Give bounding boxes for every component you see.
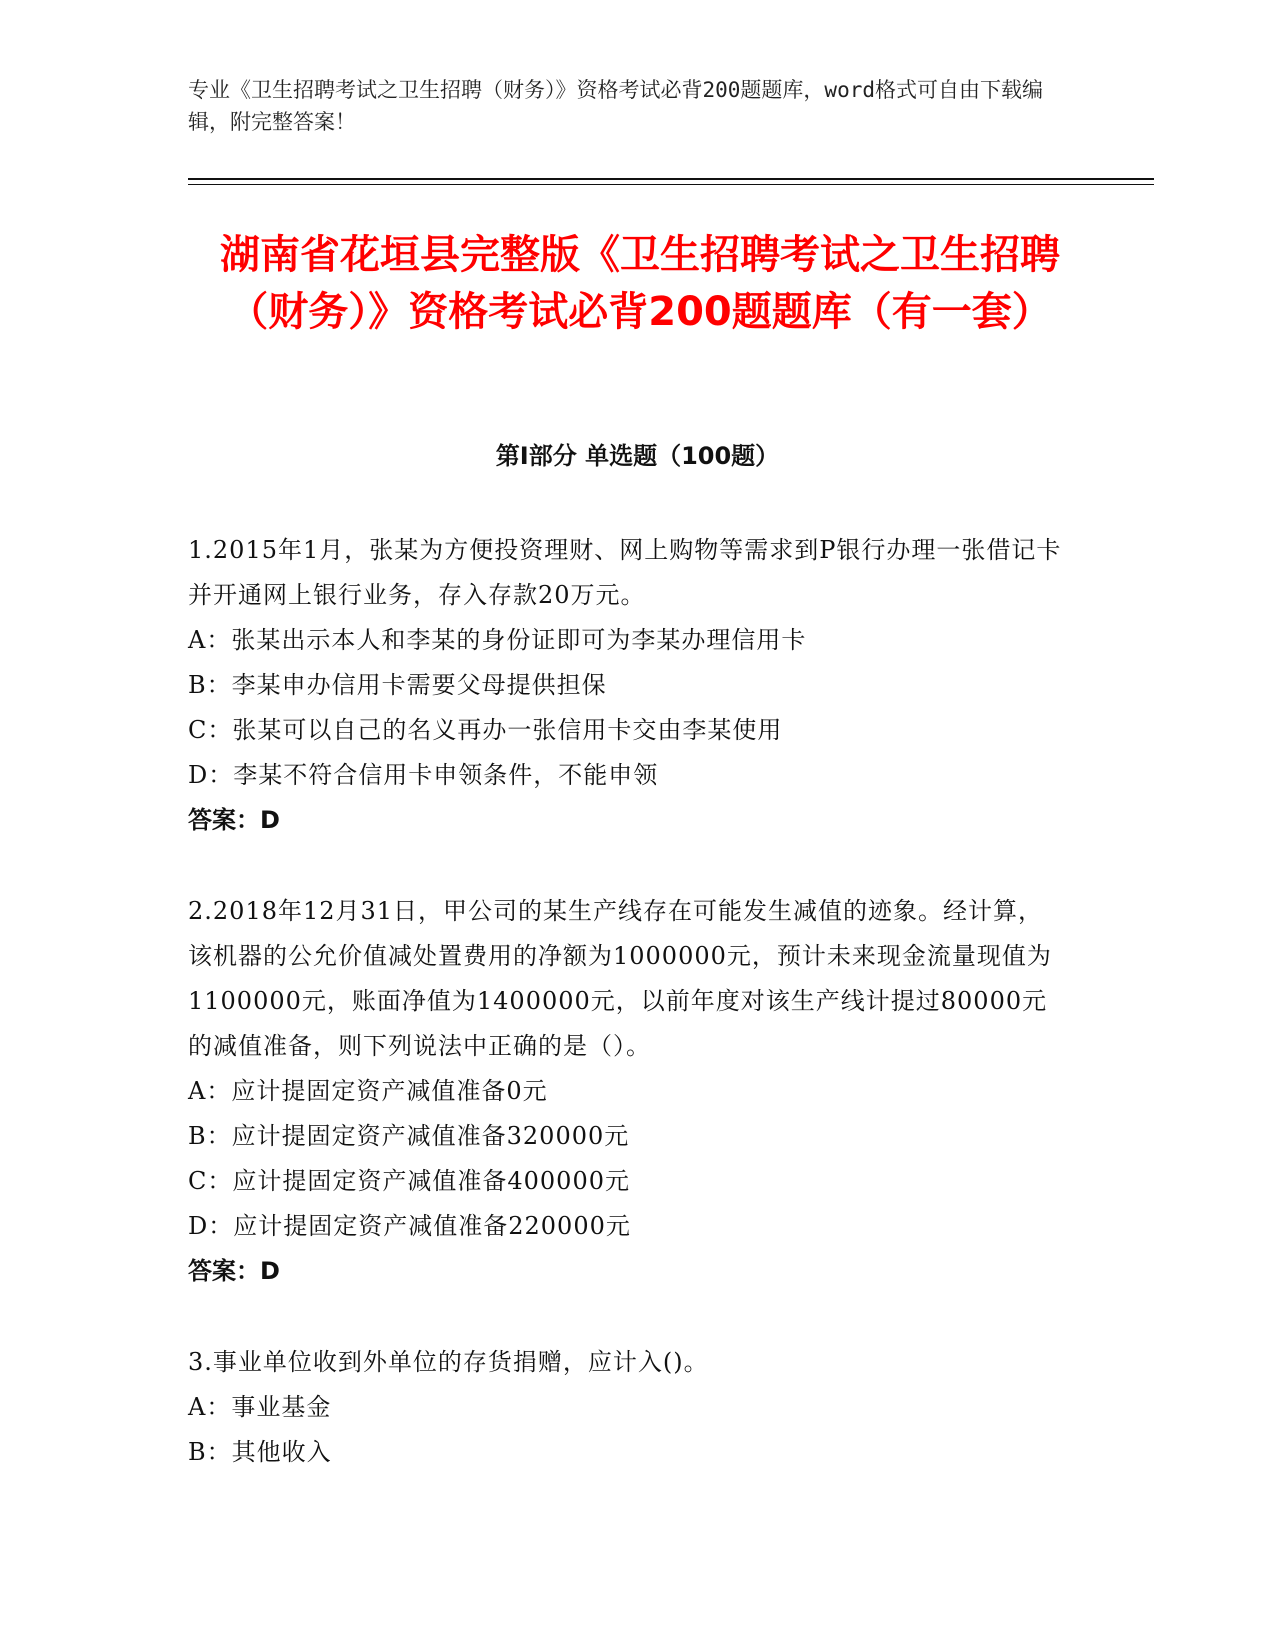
header-rule-thin (188, 184, 1154, 185)
question-1 (188, 528, 1068, 843)
answer (188, 798, 1068, 843)
section-title: 第Ⅰ部分 单选题（100题） (495, 442, 780, 470)
question-stem: 1.2015年1月，张某为方便投资理财、网上购物等需求到P银行办理一张借记卡并开通网上银行业务，存入存款20万元。 (188, 536, 1062, 609)
option-d: D：应计提固定资产减值准备220000元 (188, 1212, 631, 1240)
question-3 (188, 1340, 1068, 1475)
question-2 (188, 889, 1068, 1294)
option-c: C：张某可以自己的名义再办一张信用卡交由李某使用 (188, 716, 783, 744)
document-title: 湖南省花垣县完整版《卫生招聘考试之卫生招聘（财务）》资格考试必背200题题库（有一套） (220, 232, 1060, 335)
question-list (188, 528, 1068, 1521)
option-b: B：其他收入 (188, 1438, 332, 1466)
option-b: B：应计提固定资产减值准备320000元 (188, 1122, 630, 1150)
option-b: B：李某申办信用卡需要父母提供担保 (188, 671, 607, 699)
answer-label: 答案： (188, 1257, 260, 1285)
option-d: D：李某不符合信用卡申领条件，不能申领 (188, 761, 659, 789)
answer (188, 1249, 1068, 1294)
header-note: 专业《卫生招聘考试之卫生招聘（财务）》资格考试必背200题题库，word格式可自由下载编辑，附完整答案！ (188, 78, 1043, 134)
option-a: A：张某出示本人和李某的身份证即可为李某办理信用卡 (188, 626, 807, 654)
answer-value: D (260, 806, 280, 834)
question-stem: 3.事业单位收到外单位的存货捐赠，应计入()。 (188, 1348, 709, 1376)
answer-label: 答案： (188, 806, 260, 834)
question-stem: 2.2018年12月31日，甲公司的某生产线存在可能发生减值的迹象。经计算，该机器的公允价值减处置费用的净额为1000000元，预计未来现金流量现值为1100000元，账面净值为1400000元，以前年度对该生产线计提过80000元的减值准备，则下列说法中正确的是（）。 (188, 897, 1052, 1060)
option-a: A：应计提固定资产减值准备0元 (188, 1077, 548, 1105)
option-c: C：应计提固定资产减值准备400000元 (188, 1167, 630, 1195)
option-a: A：事业基金 (188, 1393, 332, 1421)
answer-value: D (260, 1257, 280, 1285)
header-rule-thick (188, 178, 1154, 180)
